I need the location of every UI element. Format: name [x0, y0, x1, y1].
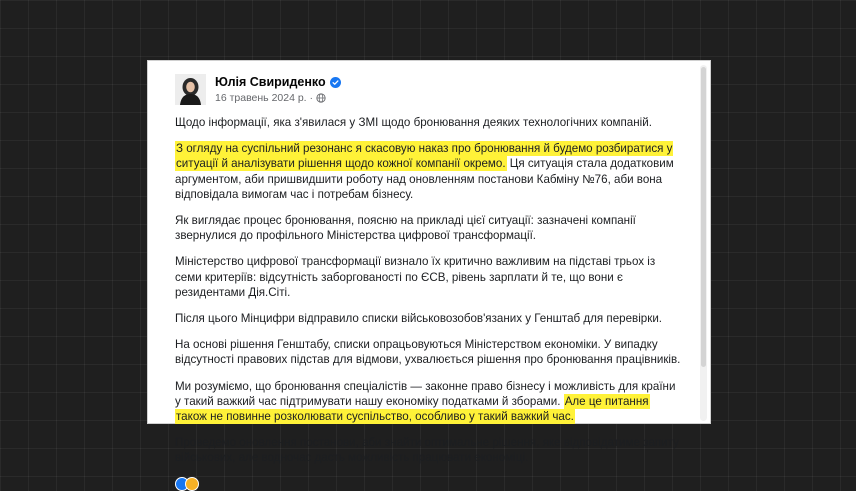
- paragraph-1: Щодо інформації, яка з'явилася у ЗМІ щодо бронювання деяких технологічних компаній.: [175, 116, 652, 129]
- paragraph-2-rest: Ця ситуація стала додатковим аргументом, аби пришвидшити роботу над оновленням постанови Кабміну №76, аби вона відповідала вимогам час і потребам бізнесу.: [175, 157, 674, 201]
- globe-icon[interactable]: [316, 93, 326, 103]
- paragraph-8: Проведемо оновлення постанови, аби знайти оптимальне рішення, яке відповідатиме запиту військових, але водночас дасть можливість працювати економіці.: [175, 436, 679, 465]
- facebook-post: [147, 60, 711, 465]
- author-avatar[interactable]: [175, 74, 206, 105]
- scrollbar-track[interactable]: [700, 65, 707, 421]
- meta-separator: ·: [309, 92, 313, 104]
- paragraph-2: [175, 141, 682, 202]
- verified-badge-icon: [330, 77, 341, 88]
- post-date[interactable]: 16 травень 2024 р.: [215, 92, 307, 104]
- author-name[interactable]: Юлія Свириденко: [215, 75, 326, 89]
- paragraph-4: Міністерство цифрової трансформації визнало їх критично важливим на підставі трьох із семи критеріїв: відсутність заборгованості по ЄСВ, рівень зарплати й те, що вони є резидентами Дія.Сіті.: [175, 255, 656, 299]
- paragraph-3: Як виглядає процес бронювання, поясню на прикладі цієї ситуації: зазначені компанії звернулися до профільного Міністерства цифрової трансформації.: [175, 214, 636, 243]
- paragraph-7-start: Ми розуміємо, що бронювання спеціалістів — законне право бізнесу і можливість для країни у такий важкий час підтримувати нашу економіку податками й зборами.: [175, 379, 676, 408]
- post-header: [175, 74, 682, 105]
- highlighted-text-end: Але це питання також не повинне розколювати суспільство, особливо у такий важкий час.: [176, 394, 649, 424]
- scrollbar-thumb[interactable]: [701, 67, 706, 367]
- paragraph-5: Після цього Мінцифри відправило списки військовозобов'язаних у Генштаб для перевірки.: [175, 312, 663, 326]
- paragraph-6: На основі рішення Генштабу, списки опрацьовуються Міністерством економіки. У випадку відсутності правових підстав для відмови, ухвалюється рішення про бронювання працівників.: [175, 338, 681, 367]
- post-body: [175, 115, 682, 491]
- highlighted-text: З огляду на суспільний резонанс я скасовую наказ про бронювання й будемо розбиратися у ситуації й аналізувати рішення щодо кожної компанії окремо.: [176, 142, 673, 171]
- paragraph-7: [175, 379, 682, 425]
- reactions-summary[interactable]: [175, 477, 682, 491]
- care-reaction-icon: [185, 477, 199, 491]
